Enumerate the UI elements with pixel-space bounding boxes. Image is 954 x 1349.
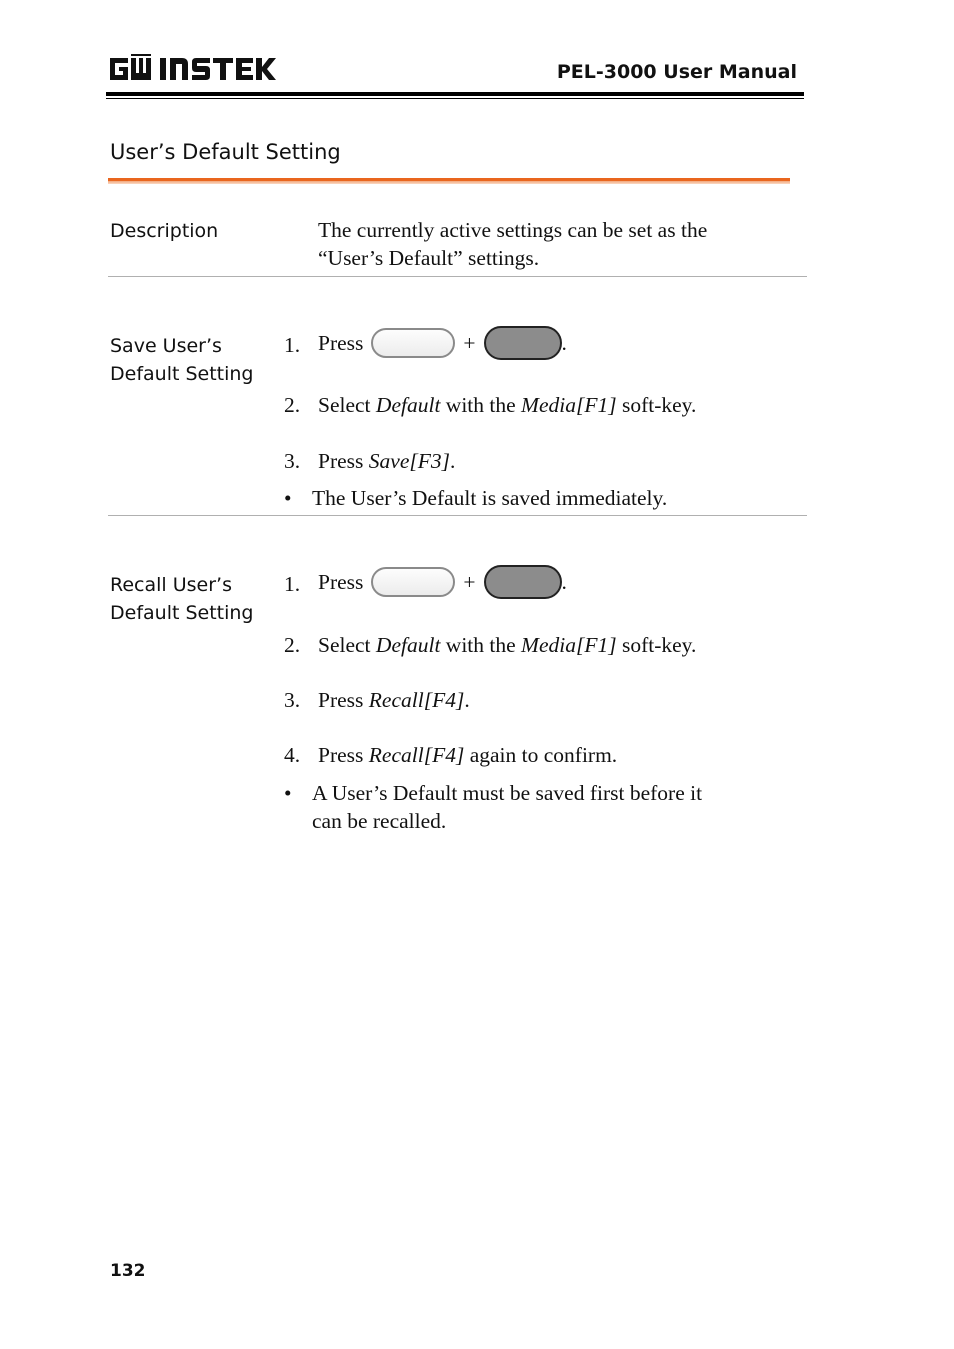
step-text-part: Select — [318, 633, 376, 657]
recall-label-line: Recall User’s — [110, 574, 232, 596]
step-number: 4. — [284, 743, 301, 767]
softkey-name: Media[F1] — [521, 393, 617, 417]
press-text: Press — [318, 570, 364, 594]
recall-step-1 — [318, 565, 567, 599]
save-step-2 — [318, 391, 696, 419]
period: . — [561, 331, 567, 355]
function-key-icon — [484, 565, 562, 599]
step-text-part: Press — [318, 743, 369, 767]
step-number: 2. — [284, 393, 301, 417]
page-number: 132 — [110, 1261, 146, 1281]
step-text-part: again to confirm. — [464, 743, 618, 767]
section-title: User’s Default Setting — [110, 140, 341, 164]
recall-step-3 — [318, 686, 470, 714]
recall-note-line: A User’s Default must be saved first before it — [312, 781, 703, 805]
period: . — [561, 570, 567, 594]
press-text: Press — [318, 331, 364, 355]
manual-title: PEL-3000 User Manual — [556, 61, 797, 83]
step-number: 3. — [284, 449, 301, 473]
description-text — [318, 216, 707, 272]
step-text-part: . — [449, 449, 456, 473]
softkey-name: Recall[F4] — [368, 743, 465, 767]
recall-label-line: Default Setting — [110, 602, 254, 624]
step-text-part: Press — [318, 449, 369, 473]
step-text-part: Press — [318, 688, 369, 712]
save-note: The User’s Default is saved immediately. — [312, 486, 668, 510]
save-label-line: Save User’s — [110, 335, 222, 357]
step-number: 1. — [284, 572, 301, 596]
softkey-name: Recall[F4] — [368, 688, 465, 712]
save-label-line: Default Setting — [110, 363, 254, 385]
step-text-part: Select — [318, 393, 376, 417]
step-text-part: soft-key. — [616, 633, 697, 657]
description-label: Description — [110, 220, 219, 242]
step-number: 3. — [284, 688, 301, 712]
softkey-name: Default — [375, 633, 441, 657]
function-key-icon — [484, 326, 562, 360]
softkey-name: Media[F1] — [521, 633, 617, 657]
step-text-part: . — [464, 688, 470, 712]
plus-sign: + — [463, 570, 476, 594]
header-rule-thin — [106, 98, 804, 99]
plus-sign: + — [463, 331, 476, 355]
bullet-dot: • — [284, 486, 292, 510]
description-line: The currently active settings can be set as the — [318, 218, 708, 242]
row-separator — [108, 276, 807, 277]
description-line: “User’s Default” settings. — [318, 246, 540, 270]
step-number: 1. — [284, 333, 301, 357]
softkey-name: Save[F3] — [368, 449, 450, 473]
section-rule — [108, 178, 790, 184]
shift-key-icon — [371, 328, 455, 358]
step-text-part: with the — [440, 393, 522, 417]
save-label — [110, 332, 254, 388]
save-step-1 — [318, 326, 567, 360]
step-text-part: with the — [440, 633, 522, 657]
shift-key-icon — [371, 567, 455, 597]
recall-note-line: can be recalled. — [312, 809, 447, 833]
recall-step-4 — [318, 741, 617, 769]
softkey-name: Default — [375, 393, 441, 417]
recall-label — [110, 571, 254, 627]
recall-note — [312, 779, 702, 835]
save-step-3 — [318, 447, 455, 475]
step-number: 2. — [284, 633, 301, 657]
gw-instek-logo — [108, 54, 278, 84]
recall-step-2 — [318, 631, 696, 659]
bullet-dot: • — [284, 781, 292, 805]
header-rule — [106, 92, 804, 96]
step-text-part: soft-key. — [616, 393, 697, 417]
row-separator — [108, 515, 807, 516]
